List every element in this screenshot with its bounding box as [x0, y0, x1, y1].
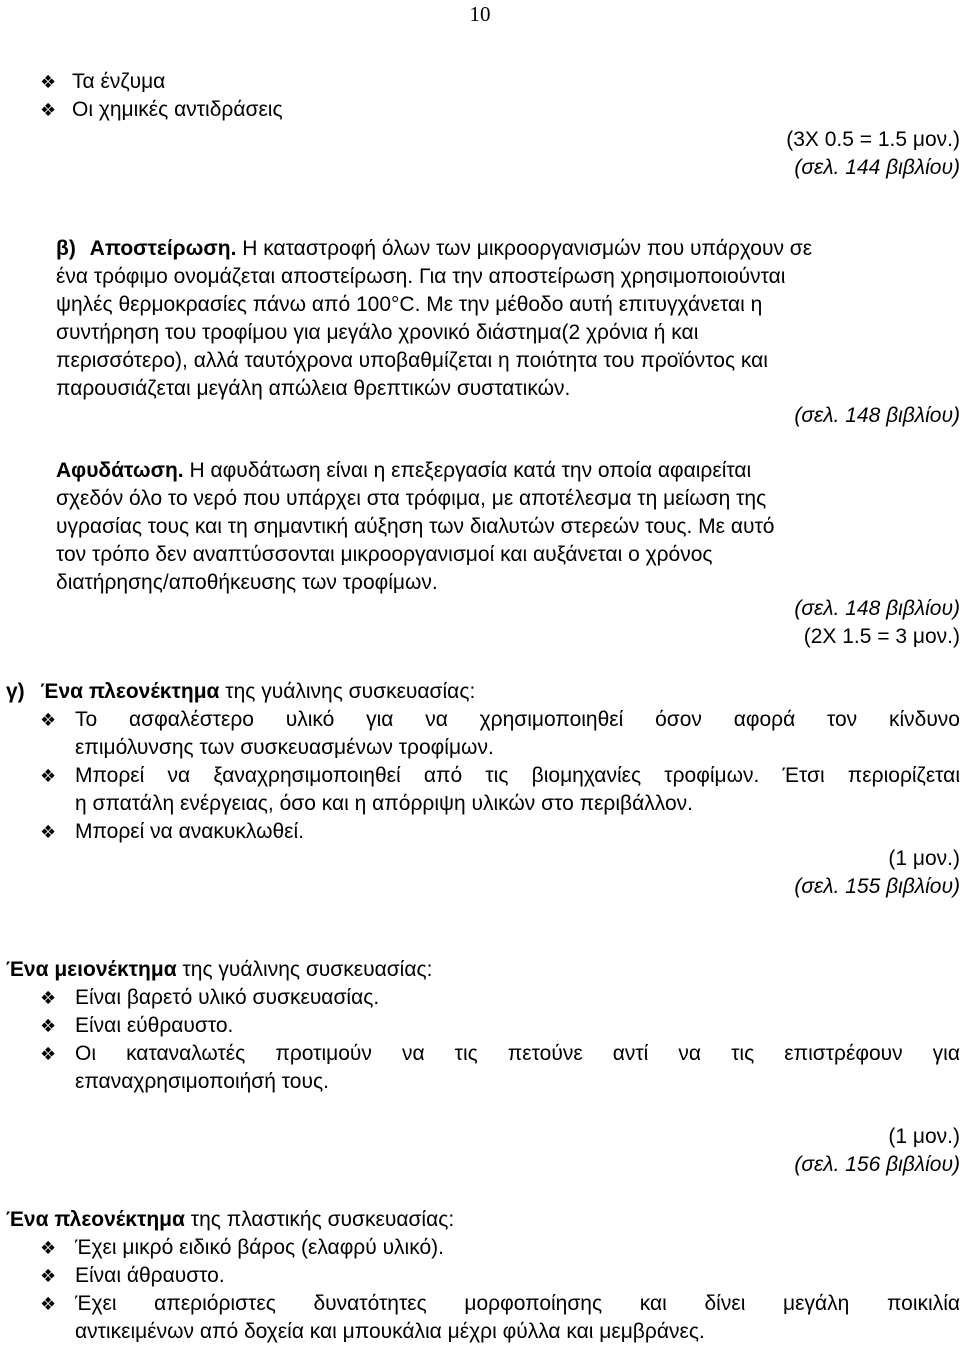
heading-plastic-advantage: Ένα πλεονέκτημα της πλαστικής συσκευασίας: [6, 1208, 455, 1231]
list-item: ❖ Το ασφαλέστερο υλικό για να χρησιμοποιηθεί όσον αφορά τον κίνδυνο επιμόλυνσης των συσκευασμένων τροφίμων. [40, 708, 960, 759]
term-sterilization: Αποστείρωση. [89, 237, 237, 260]
score-4: (1 μον.) [888, 1125, 960, 1148]
list-item: ❖ Είναι άθραυστο. [40, 1262, 960, 1290]
list-item: ❖ Έχει απεριόριστες δυνατότητες μορφοποίησης και δίνει μεγάλη ποικιλία αντικειμένων από δοχεία και μπουκάλια μέχρι φύλλα και μεμβράνες. [40, 1292, 960, 1343]
page-number: 10 [469, 2, 491, 26]
diamond-bullet-icon: ❖ [40, 988, 57, 1008]
diamond-bullet-icon: ❖ [40, 1294, 57, 1314]
list-item: ❖ Οι καταναλωτές προτιμούν να τις πετούνε αντί να τις επιστρέφουν για επαναχρησιμοποιήσή τους. [40, 1042, 960, 1093]
bullet-list-glass-disadvantage [40, 984, 960, 1096]
score-3: (1 μον.) [888, 847, 960, 870]
diamond-bullet-icon: ❖ [40, 72, 57, 92]
list-item: ❖ Τα ένζυμα [40, 70, 166, 93]
diamond-bullet-icon: ❖ [40, 1044, 57, 1064]
section-label-b: β) [56, 237, 76, 260]
book-ref-4: (σελ. 155 βιβλίου) [794, 875, 960, 898]
diamond-bullet-icon: ❖ [40, 100, 57, 120]
book-ref-1: (σελ. 144 βιβλίου) [794, 156, 960, 179]
list-item: ❖ Είναι εύθραυστο. [40, 1012, 960, 1040]
list-item: ❖ Μπορεί να ξαναχρησιμοποιηθεί από τις βιομηχανίες τροφίμων. Έτσι περιορίζεται η σπατάλη ενέργειας, όσο και η απόρριψη υλικών στο περιβάλλον. [40, 764, 960, 815]
list-item: ❖ Είναι βαρετό υλικό συσκευασίας. [40, 984, 960, 1012]
paragraph-dehydration: Αφυδάτωση. Η αφυδάτωση είναι η επεξεργασία κατά την οποία αφαιρείται σχεδόν όλο το νερό που υπάρχει στα τρόφιμα, με αποτέλεσμα τη μείωση της υγρασίας τους και τη σημαντική αύξηση των διαλυτών στερεών τους. Με αυτό τον τρόπο δεν αναπτύσσονται μικροοργανισμοί και αυξάνεται ο χρόνος διατήρησης/αποθήκευσης των τροφίμων. [56, 459, 775, 594]
book-ref-3: (σελ. 148 βιβλίου) [794, 597, 960, 620]
heading-glass-disadvantage: Ένα μειονέκτημα της γυάλινης συσκευασίας: [6, 958, 433, 981]
score-1: (3Χ 0.5 = 1.5 μον.) [786, 128, 960, 151]
term-dehydration: Αφυδάτωση. [56, 459, 184, 482]
heading-glass-advantage: γ) Ένα πλεονέκτημα της γυάλινης συσκευασίας: [6, 680, 476, 703]
bullet-list-plastic-advantage [40, 1234, 960, 1346]
book-ref-5: (σελ. 156 βιβλίου) [794, 1153, 960, 1176]
list-item: ❖ Οι χημικές αντιδράσεις [40, 98, 283, 121]
diamond-bullet-icon: ❖ [40, 822, 57, 842]
diamond-bullet-icon: ❖ [40, 1266, 57, 1286]
bullet-list-1 [40, 68, 283, 124]
list-item: ❖ Μπορεί να ανακυκλωθεί. [40, 818, 960, 846]
diamond-bullet-icon: ❖ [40, 1238, 57, 1258]
diamond-bullet-icon: ❖ [40, 710, 57, 730]
bullet-list-glass-advantage [40, 706, 960, 846]
list-item: ❖ Έχει μικρό ειδικό βάρος (ελαφρύ υλικό). [40, 1234, 960, 1262]
score-2: (2Χ 1.5 = 3 μον.) [803, 625, 960, 648]
diamond-bullet-icon: ❖ [40, 766, 57, 786]
diamond-bullet-icon: ❖ [40, 1016, 57, 1036]
book-ref-2: (σελ. 148 βιβλίου) [794, 404, 960, 427]
paragraph-sterilization: β) Αποστείρωση. Η καταστροφή όλων των μικροοργανισμών που υπάρχουν σε ένα τρόφιμο ονομάζεται αποστείρωση. Για την αποστείρωση χρησιμοποιούνται ψηλές θερμοκρασίες πάνω από 100°C. Με την μέθοδο αυτή επιτυγχάνεται η συντήρηση του τροφίμου για μεγάλο χρονικό διάστημα(2 χρόνια ή και περισσότερο), αλλά ταυτόχρονα υποβαθμίζεται η ποιότητα του προϊόντος και παρουσιάζεται μεγάλη απώλεια θρεπτικών συστατικών. [56, 237, 813, 400]
